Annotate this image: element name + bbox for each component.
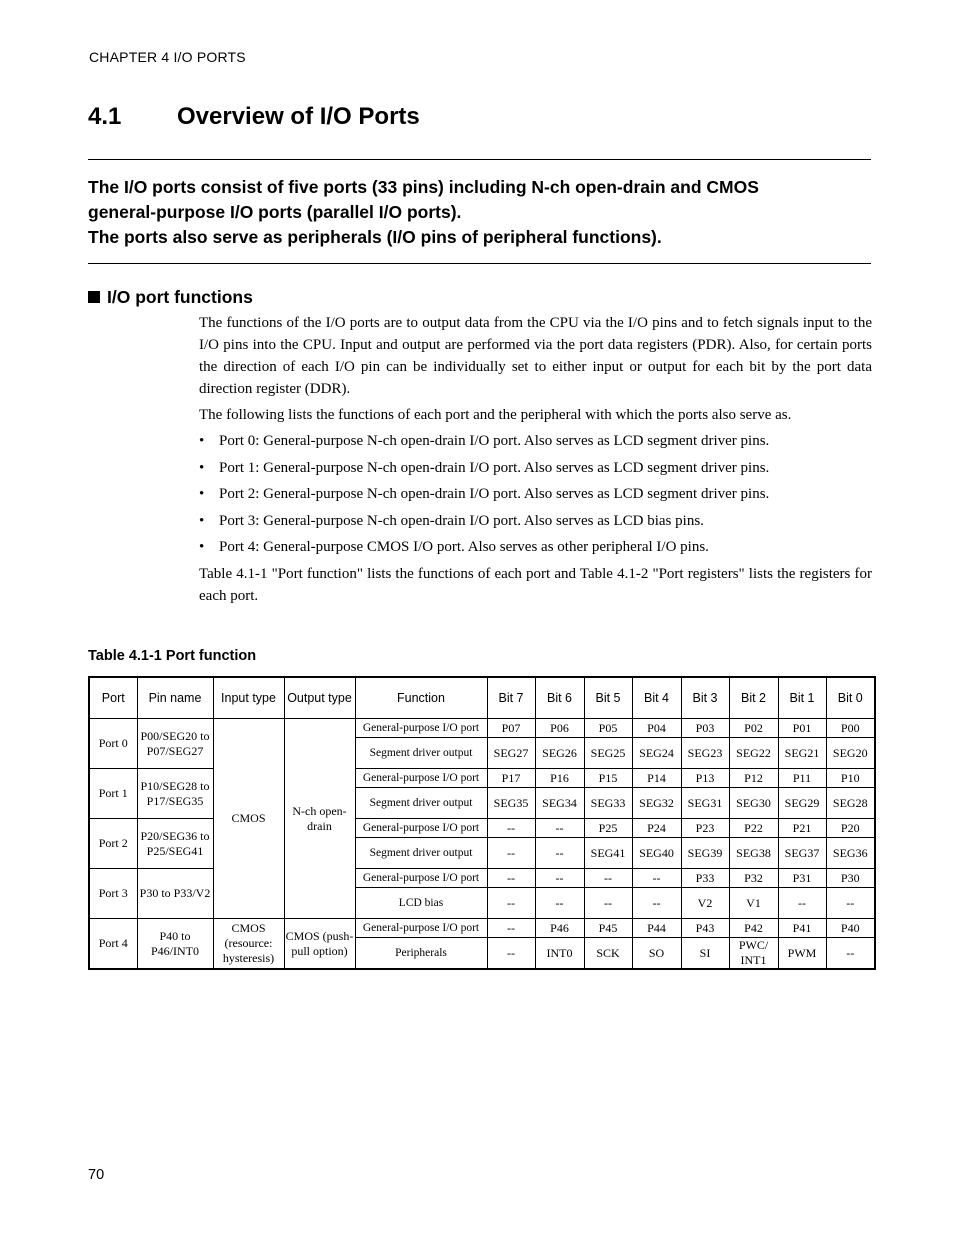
bit-cell: INT0	[535, 938, 584, 970]
bit-cell: --	[487, 819, 535, 838]
bit-cell: --	[535, 869, 584, 888]
bit-cell: P10	[826, 769, 875, 788]
paragraph-intro: The functions of the I/O ports are to output data from the CPU via the I/O pins and to fetch signals input to the I/O pins into the CPU. Input and output are performed via the port data registers (PDR). Also, for certain ports the direction of each I/O pin can be individually set to either input or output for each bit by the port data direction register (DDR).	[199, 315, 872, 397]
pin-name-cell: P20/SEG36 to P25/SEG41	[137, 819, 213, 869]
bit-cell: SEG21	[778, 738, 826, 769]
port-function-table	[88, 676, 876, 970]
header-cell: Input type	[213, 677, 284, 719]
bit-cell: SEG35	[487, 788, 535, 819]
header-cell: Pin name	[137, 677, 213, 719]
section-title	[88, 103, 420, 131]
port-cell: Port 0	[89, 719, 137, 769]
bit-cell: P31	[778, 869, 826, 888]
bit-cell: P45	[584, 919, 632, 938]
pin-name-cell: P40 to P46/INT0	[137, 919, 213, 970]
divider-top	[88, 159, 871, 160]
port-cell: Port 4	[89, 919, 137, 970]
header-cell: Bit 3	[681, 677, 729, 719]
bit-cell: --	[535, 838, 584, 869]
table-row	[89, 869, 875, 888]
list-item: • Port 3: General-purpose N-ch open-drain I/O port. Also serves as LCD bias pins.	[199, 510, 872, 532]
summary-line-2: general-purpose I/O ports (parallel I/O ports).	[88, 202, 462, 222]
bit-cell: SEG24	[632, 738, 681, 769]
table-row	[89, 919, 875, 938]
bit-cell: SEG28	[826, 788, 875, 819]
bit-cell: --	[487, 869, 535, 888]
bit-cell: P44	[632, 919, 681, 938]
bit-cell: P21	[778, 819, 826, 838]
bit-cell: P02	[729, 719, 778, 738]
port-cell: Port 3	[89, 869, 137, 919]
function-cell: General-purpose I/O port	[355, 919, 487, 938]
list-item: • Port 4: General-purpose CMOS I/O port. Also serves as other peripheral I/O pins.	[199, 536, 872, 558]
bit-cell: SEG23	[681, 738, 729, 769]
bit-cell: --	[487, 888, 535, 919]
bit-cell: SI	[681, 938, 729, 970]
function-cell: LCD bias	[355, 888, 487, 919]
square-bullet-icon	[88, 291, 100, 303]
bit-cell: --	[632, 888, 681, 919]
summary-line-3: The ports also serve as peripherals (I/O pins of peripheral functions).	[88, 227, 662, 247]
function-cell: Segment driver output	[355, 788, 487, 819]
header-cell: Bit 2	[729, 677, 778, 719]
bit-cell: P15	[584, 769, 632, 788]
port-cell: Port 1	[89, 769, 137, 819]
bit-cell: PWM	[778, 938, 826, 970]
header-cell: Bit 5	[584, 677, 632, 719]
list-item: • Port 1: General-purpose N-ch open-drain I/O port. Also serves as LCD segment driver pins.	[199, 457, 872, 479]
header-cell: Bit 0	[826, 677, 875, 719]
input-type-cell: CMOS	[213, 719, 284, 919]
function-cell: General-purpose I/O port	[355, 869, 487, 888]
bit-cell: SEG30	[729, 788, 778, 819]
bit-cell: P11	[778, 769, 826, 788]
table-row	[89, 719, 875, 738]
paragraph-list-intro: The following lists the functions of each port and the peripheral with which the ports also serve as.	[199, 407, 792, 423]
output-type-cell: CMOS (push-pull option)	[284, 919, 355, 970]
bit-cell: P01	[778, 719, 826, 738]
bit-cell: PWC/ INT1	[729, 938, 778, 970]
bit-cell: SEG38	[729, 838, 778, 869]
bit-cell: SEG37	[778, 838, 826, 869]
bit-cell: P06	[535, 719, 584, 738]
bit-cell: P46	[535, 919, 584, 938]
port-list	[199, 430, 872, 558]
bit-cell: --	[826, 888, 875, 919]
list-item: • Port 0: General-purpose N-ch open-drain I/O port. Also serves as LCD segment driver pins.	[199, 430, 872, 452]
bit-cell: SEG33	[584, 788, 632, 819]
function-cell: Segment driver output	[355, 838, 487, 869]
list-item: • Port 2: General-purpose N-ch open-drain I/O port. Also serves as LCD segment driver pins.	[199, 483, 872, 505]
bit-cell: P04	[632, 719, 681, 738]
bit-cell: SEG36	[826, 838, 875, 869]
bit-cell: P40	[826, 919, 875, 938]
paragraph-table-reference: Table 4.1-1 "Port function" lists the functions of each port and Table 4.1-2 "Port registers" lists the registers for each port.	[199, 565, 872, 604]
bullet-icon: •	[199, 433, 205, 449]
bit-cell: SEG40	[632, 838, 681, 869]
bit-cell: P07	[487, 719, 535, 738]
pin-name-cell: P10/SEG28 to P17/SEG35	[137, 769, 213, 819]
subsection-title: I/O port functions	[107, 287, 253, 307]
page-number: 70	[88, 1167, 105, 1183]
summary-line-1: The I/O ports consist of five ports (33 pins) including N-ch open-drain and CMOS	[88, 177, 759, 197]
pin-name-cell: P00/SEG20 to P07/SEG27	[137, 719, 213, 769]
bit-cell: P12	[729, 769, 778, 788]
table-row	[89, 769, 875, 788]
bit-cell: --	[826, 938, 875, 970]
bit-cell: P25	[584, 819, 632, 838]
function-cell: General-purpose I/O port	[355, 819, 487, 838]
port-cell: Port 2	[89, 819, 137, 869]
bit-cell: V2	[681, 888, 729, 919]
bit-cell: SEG41	[584, 838, 632, 869]
bit-cell: SEG31	[681, 788, 729, 819]
bit-cell: SEG22	[729, 738, 778, 769]
bit-cell: P20	[826, 819, 875, 838]
header-cell: Bit 4	[632, 677, 681, 719]
pin-name-cell: P30 to P33/V2	[137, 869, 213, 919]
bit-cell: P16	[535, 769, 584, 788]
bit-cell: P42	[729, 919, 778, 938]
header-cell: Bit 6	[535, 677, 584, 719]
bit-cell: --	[535, 888, 584, 919]
table-row	[89, 819, 875, 838]
header-cell: Bit 1	[778, 677, 826, 719]
bit-cell: --	[487, 838, 535, 869]
bit-cell: SEG32	[632, 788, 681, 819]
bit-cell: --	[584, 888, 632, 919]
bit-cell: SEG27	[487, 738, 535, 769]
bit-cell: P05	[584, 719, 632, 738]
bit-cell: SCK	[584, 938, 632, 970]
bit-cell: P13	[681, 769, 729, 788]
section-summary	[88, 175, 871, 250]
bit-cell: P17	[487, 769, 535, 788]
bit-cell: --	[487, 938, 535, 970]
bit-cell: --	[632, 869, 681, 888]
bit-cell: V1	[729, 888, 778, 919]
bit-cell: P41	[778, 919, 826, 938]
bullet-icon: •	[199, 512, 205, 529]
bit-cell: P00	[826, 719, 875, 738]
function-cell: General-purpose I/O port	[355, 769, 487, 788]
chapter-header: CHAPTER 4 I/O PORTS	[89, 49, 246, 65]
body-text	[199, 312, 872, 611]
bit-cell: P33	[681, 869, 729, 888]
table-caption: Table 4.1-1 Port function	[88, 648, 257, 664]
bullet-icon: •	[199, 459, 205, 476]
bit-cell: P24	[632, 819, 681, 838]
function-cell: Peripherals	[355, 938, 487, 970]
bit-cell: --	[535, 819, 584, 838]
bit-cell: SEG34	[535, 788, 584, 819]
bit-cell: P14	[632, 769, 681, 788]
bullet-icon: •	[199, 539, 205, 555]
table-header-row	[89, 677, 875, 719]
bit-cell: SEG20	[826, 738, 875, 769]
bit-cell: P22	[729, 819, 778, 838]
bit-cell: --	[584, 869, 632, 888]
table-body	[89, 719, 875, 970]
bit-cell: P03	[681, 719, 729, 738]
bit-cell: P43	[681, 919, 729, 938]
bit-cell: P30	[826, 869, 875, 888]
bit-cell: --	[778, 888, 826, 919]
header-cell: Function	[355, 677, 487, 719]
header-cell: Output type	[284, 677, 355, 719]
function-cell: General-purpose I/O port	[355, 719, 487, 738]
subsection-heading	[88, 287, 253, 308]
bit-cell: SEG25	[584, 738, 632, 769]
header-cell: Bit 7	[487, 677, 535, 719]
bit-cell: --	[487, 919, 535, 938]
section-title-text: Overview of I/O Ports	[177, 103, 420, 130]
bit-cell: P32	[729, 869, 778, 888]
function-cell: Segment driver output	[355, 738, 487, 769]
bit-cell: SEG29	[778, 788, 826, 819]
bit-cell: SO	[632, 938, 681, 970]
section-number: 4.1	[88, 103, 122, 130]
input-type-cell: CMOS (resource: hysteresis)	[213, 919, 284, 970]
output-type-cell: N-ch open-drain	[284, 719, 355, 919]
divider-bottom	[88, 263, 871, 264]
bullet-icon: •	[199, 486, 205, 502]
header-cell: Port	[89, 677, 137, 719]
bit-cell: SEG26	[535, 738, 584, 769]
bit-cell: SEG39	[681, 838, 729, 869]
bit-cell: P23	[681, 819, 729, 838]
